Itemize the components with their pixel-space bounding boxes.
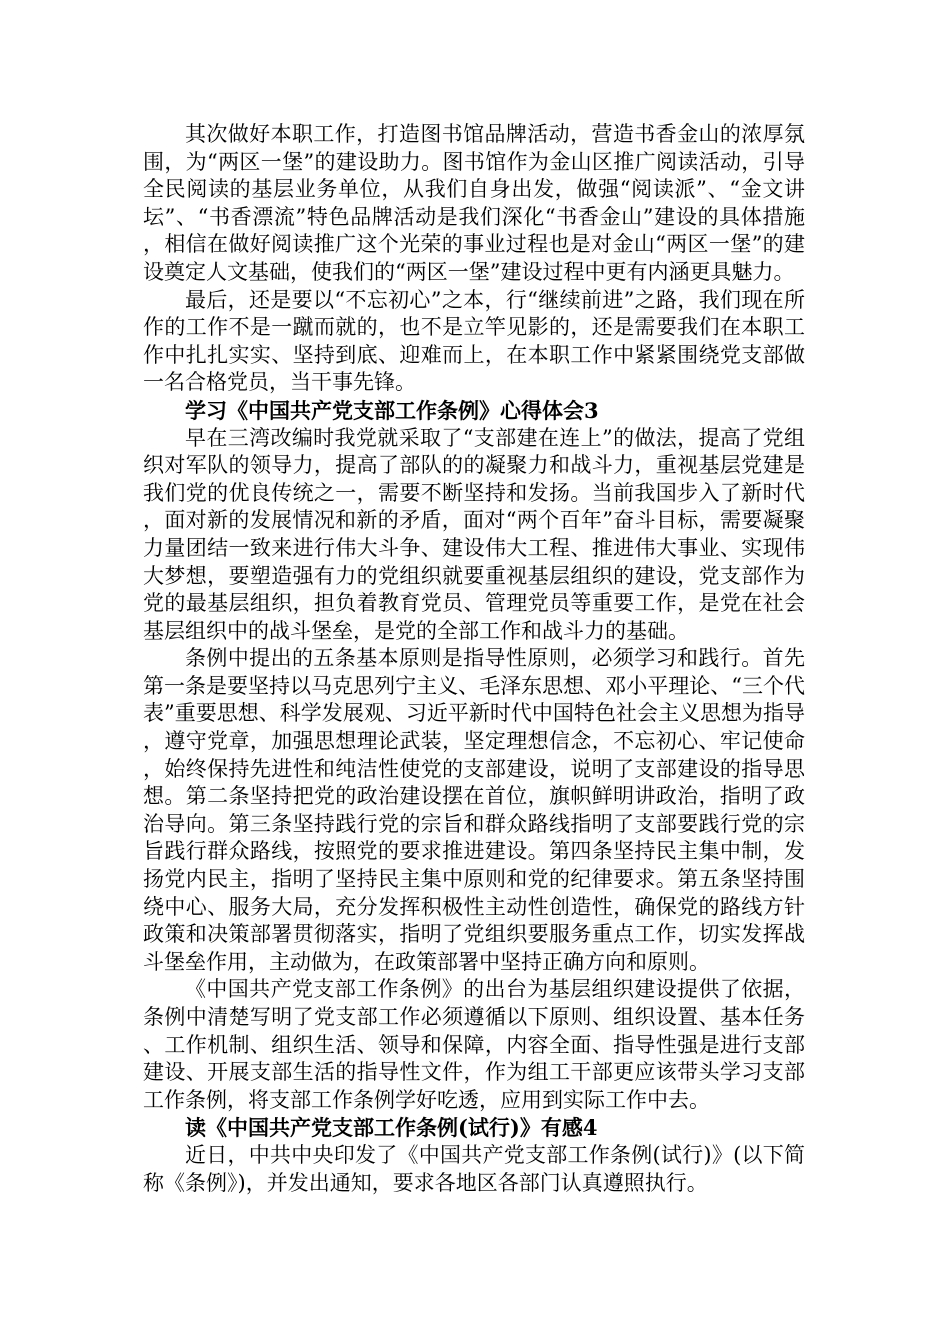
paragraph-library-brand: 其次做好本职工作，打造图书馆品牌活动，营造书香金山的浓厚氛围，为“两区一堡”的建设助力。图书馆作为金山区推广阅读活动，引导全民阅读的基层业务单位，从我们自身出发，做强“阅读派”、“金文讲坛”、“书香漂流”特色品牌活动是我们深化“书香金山”建设的具体措施，相信在做好阅读推广这个光荣的事业过程也是对金山“两区一堡”的建设奠定人文基础，使我们的“两区一堡”建设过程中更有内涵更具魅力。 bbox=[143, 122, 805, 284]
paragraph-finally: 最后，还是要以“不忘初心”之本，行“继续前进”之路，我们现在所作的工作不是一蹴而就的，也不是立竿见影的，还是需要我们在本职工作中扎扎实实、坚持到底、迎难而上，在本职工作中紧紧围绕党支部做一名合格党员，当干事先锋。 bbox=[143, 287, 805, 395]
section-heading-4: 读《中国共产党支部工作条例(试行)》有感4 bbox=[185, 1115, 598, 1141]
paragraph-five-principles: 条例中提出的五条基本原则是指导性原则，必须学习和践行。首先第一条是要坚持以马克思列宁主义、毛泽东思想、邓小平理论、“三个代表”重要思想、科学发展观、习近平新时代中国特色社会主义思想为指导，遵守党章，加强思想理论武装，坚定理想信念，不忘初心、牢记使命，始终保持先进性和纯洁性使党的支部建设，说明了支部建设的指导思想。第二条坚持把党的政治建设摆在首位，旗帜鲜明讲政治，指明了政治导向。第三条坚持践行党的宗旨和群众路线指明了支部要践行党的宗旨践行群众路线，按照党的要求推进建设。第四条坚持民主集中制，发扬党内民主，指明了坚持民主集中原则和党的纪律要求。第五条坚持围绕中心、服务大局，充分发挥积极性主动性创造性，确保党的路线方针政策和决策部署贯彻落实，指明了党组织要服务重点工作，切实发挥战斗堡垒作用，主动做为，在政策部署中坚持正确方向和原则。 bbox=[143, 646, 805, 974]
paragraph-recently: 近日，中共中央印发了《中国共产党支部工作条例(试行)》(以下简称《条例》)，并发出通知，要求各地区各部门认真遵照执行。 bbox=[143, 1142, 805, 1195]
document-page bbox=[143, 121, 805, 1197]
paragraph-regulation-release: 《中国共产党支部工作条例》的出台为基层组织建设提供了依据，条例中清楚写明了党支部工作必须遵循以下原则、组织设置、基本任务、工作机制、组织生活、领导和保障，内容全面、指导性强是进行支部建设、开展支部生活的指导性文件，作为组工干部更应该带头学习支部工作条例，将支部工作条例学好吃透，应用到实际工作中去。 bbox=[143, 977, 805, 1112]
paragraph-sanwan: 早在三湾改编时我党就采取了“支部建在连上”的做法，提高了党组织对军队的领导力，提高了部队的的凝聚力和战斗力，重视基层党建是我们党的优良传统之一，需要不断坚持和发扬。当前我国步入了新时代，面对新的发展情况和新的矛盾，面对“两个百年”奋斗目标，需要凝聚力量团结一致来进行伟大斗争、建设伟大工程、推进伟大事业、实现伟大梦想，要塑造强有力的党组织就要重视基层组织的建设，党支部作为党的最基层组织，担负着教育党员、管理党员等重要工作，是党在社会基层组织中的战斗堡垒，是党的全部工作和战斗力的基础。 bbox=[143, 425, 805, 643]
section-heading-3: 学习《中国共产党支部工作条例》心得体会3 bbox=[185, 397, 599, 423]
